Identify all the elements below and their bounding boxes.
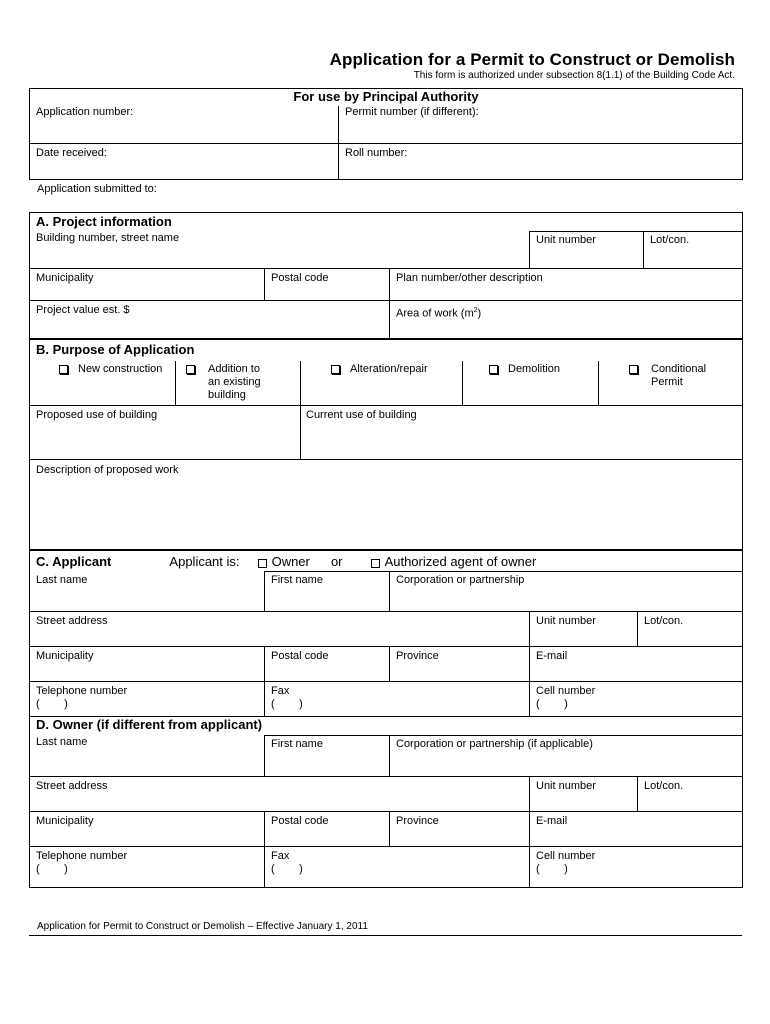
agent-checkbox[interactable] (371, 559, 380, 568)
plan-number-field[interactable]: Plan number/other description (390, 269, 743, 301)
current-use-field[interactable]: Current use of building (301, 405, 743, 459)
project-table (29, 212, 743, 339)
section-d-heading: D. Owner (if different from applicant) (30, 716, 743, 735)
form-subtitle: This form is authorized under subsection 8(1.1) of the Building Code Act. (413, 70, 735, 81)
authority-heading: For use by Principal Authority (30, 89, 743, 107)
option-addition[interactable]: Addition to an existing building (176, 361, 301, 406)
proposed-use-field[interactable]: Proposed use of building (30, 405, 301, 459)
submitted-to-label: Application submitted to: (37, 183, 157, 195)
applicant-fax-field[interactable]: Fax ( ) (265, 682, 530, 717)
date-received-field[interactable]: Date received: (30, 143, 339, 179)
owner-municipality-field[interactable]: Municipality (30, 811, 265, 846)
owner-first-name-field[interactable]: First name (265, 735, 390, 776)
owner-street-field[interactable]: Street address (30, 776, 530, 811)
option-alteration[interactable]: Alteration/repair (301, 361, 463, 406)
owner-province-field[interactable]: Province (390, 811, 530, 846)
checkbox-icon[interactable] (59, 365, 68, 374)
building-number-field[interactable]: Building number, street name (30, 232, 530, 269)
applicant-province-field[interactable]: Province (390, 647, 530, 682)
application-number-field[interactable]: Application number: (30, 106, 339, 143)
postal-code-field[interactable]: Postal code (265, 269, 390, 301)
project-value-field[interactable]: Project value est. $ (30, 301, 390, 339)
owner-corporation-field[interactable]: Corporation or partnership (if applicable) (390, 735, 743, 776)
applicant-municipality-field[interactable]: Municipality (30, 647, 265, 682)
option-demolition[interactable]: Demolition (463, 361, 599, 406)
applicant-first-name-field[interactable]: First name (265, 572, 390, 612)
applicant-email-field[interactable]: E-mail (530, 647, 743, 682)
owner-lot-con-field[interactable]: Lot/con. (638, 776, 743, 811)
purpose-table (29, 339, 743, 551)
owner-cell-field[interactable]: Cell number ( ) (530, 846, 743, 887)
roll-number-field[interactable]: Roll number: (339, 143, 743, 179)
checkbox-icon[interactable] (186, 365, 195, 374)
permit-number-field[interactable]: Permit number (if different): (339, 106, 743, 143)
lot-con-field[interactable]: Lot/con. (644, 232, 743, 269)
footer-divider (29, 935, 742, 936)
owner-unit-number-field[interactable]: Unit number (530, 776, 638, 811)
option-conditional[interactable]: Conditional Permit (599, 361, 743, 406)
section-c-heading-row: C. Applicant Applicant is: Owner or Authorized agent of owner (30, 550, 743, 572)
footer-text: Application for Permit to Construct or Demolish – Effective January 1, 2011 (37, 921, 368, 932)
applicant-cell-field[interactable]: Cell number ( ) (530, 682, 743, 717)
description-field[interactable]: Description of proposed work (30, 459, 743, 550)
owner-checkbox[interactable] (258, 559, 267, 568)
section-b-heading: B. Purpose of Application (30, 340, 743, 361)
owner-last-name-field[interactable]: Last name (30, 735, 265, 776)
applicant-telephone-field[interactable]: Telephone number ( ) (30, 682, 265, 717)
applicant-corporation-field[interactable]: Corporation or partnership (390, 572, 743, 612)
applicant-unit-number-field[interactable]: Unit number (530, 612, 638, 647)
form-title: Application for a Permit to Construct or Demolish (329, 50, 735, 69)
section-a-heading: A. Project information (30, 213, 743, 232)
option-new-construction[interactable]: New construction (30, 361, 176, 406)
area-of-work-field[interactable]: Area of work $(m^2)$ (390, 301, 743, 339)
checkbox-icon[interactable] (331, 365, 340, 374)
owner-fax-field[interactable]: Fax ( ) (265, 846, 530, 887)
municipality-field[interactable]: Municipality (30, 269, 265, 301)
owner-email-field[interactable]: E-mail (530, 811, 743, 846)
checkbox-icon[interactable] (629, 365, 638, 374)
checkbox-icon[interactable] (489, 365, 498, 374)
owner-postal-code-field[interactable]: Postal code (265, 811, 390, 846)
authority-table (29, 88, 743, 180)
owner-telephone-field[interactable]: Telephone number ( ) (30, 846, 265, 887)
owner-table (29, 716, 743, 888)
applicant-postal-code-field[interactable]: Postal code (265, 647, 390, 682)
applicant-table (29, 549, 743, 717)
applicant-lot-con-field[interactable]: Lot/con. (638, 612, 743, 647)
unit-number-field[interactable]: Unit number (530, 232, 644, 269)
applicant-street-field[interactable]: Street address (30, 612, 530, 647)
applicant-last-name-field[interactable]: Last name (30, 572, 265, 612)
